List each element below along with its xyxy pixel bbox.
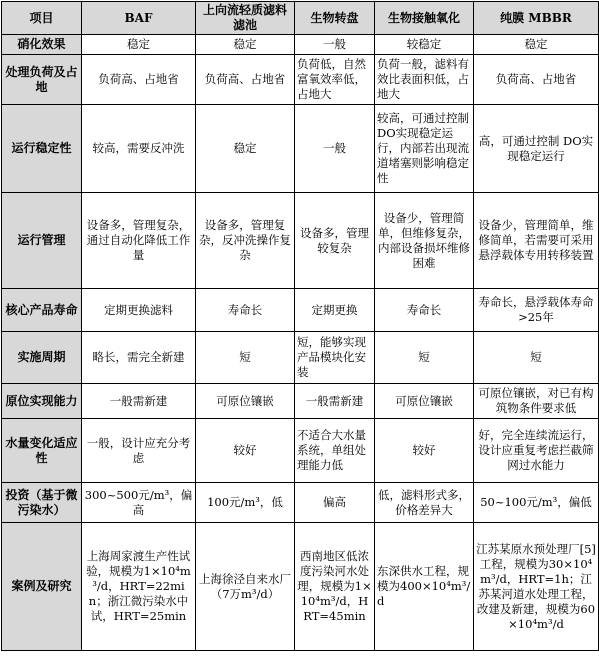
table-cell: 寿命长: [375, 289, 474, 332]
header-cell-item: 项目: [2, 2, 82, 35]
table-cell: 稳定: [82, 35, 196, 55]
table-cell: 一般: [295, 105, 375, 193]
row-label: 案例及研究: [2, 523, 82, 651]
table-cell: 上海周家渡生产性试验，规模为1×10⁴m³/d，HRT=22min；浙江微污染水中试，HRT=25min: [82, 523, 196, 651]
table-cell: 设备多，管理较复杂: [295, 193, 375, 289]
table-cell: 寿命长: [196, 289, 295, 332]
table-cell: 一般: [295, 35, 375, 55]
table-cell: 上海徐泾自来水厂（7万m³/d）: [196, 523, 295, 651]
table-cell: 负荷一般，滤料有效比表面积低，占地大: [375, 55, 474, 105]
row-label: 运行稳定性: [2, 105, 82, 193]
header-cell-mbbr: 纯膜 MBBR: [474, 2, 599, 35]
table-cell: 设备少，管理简单，维修简单，若需要可采用悬浮载体专用转移装置: [474, 193, 599, 289]
table-cell: 东深供水工程，规模为400×10⁴m³/d: [375, 523, 474, 651]
row-label: 原位实现能力: [2, 384, 82, 419]
table-row: [2, 105, 599, 193]
table-cell: 负荷高、占地省: [474, 55, 599, 105]
table-cell: 较高，需要反冲洗: [82, 105, 196, 193]
table-row: [2, 35, 599, 55]
table-cell: 较好: [375, 419, 474, 483]
table-cell: 可原位镶嵌: [375, 384, 474, 419]
table-cell: 可原位镶嵌: [196, 384, 295, 419]
table-cell: 稳定: [196, 105, 295, 193]
table-cell: 偏高: [295, 483, 375, 523]
table-cell: 负荷低，自然富氧效率低，占地大: [295, 55, 375, 105]
table-row: [2, 55, 599, 105]
header-cell-contact-oxidation: 生物接触氧化: [375, 2, 474, 35]
table-cell: 不适合大水量系统，单组处理能力低: [295, 419, 375, 483]
table-row: [2, 332, 599, 384]
table-cell: 设备多，管理复杂，通过自动化降低工作量: [82, 193, 196, 289]
table-cell: 50~100元/m³，偏低: [474, 483, 599, 523]
table-cell: 负荷高、占地省: [196, 55, 295, 105]
table-cell: 较高，可通过控制 DO实现稳定运行，内部若出现流道堵塞则影响稳定性: [375, 105, 474, 193]
header-cell-upflow-filter: 上向流轻质滤料滤池: [196, 2, 295, 35]
table-cell: 负荷高、占地省: [82, 55, 196, 105]
header-cell-baf: BAF: [82, 2, 196, 35]
table-cell: 江苏某原水预处理厂[5]工程，规模为30×10⁴m³/d，HRT=1h；江苏某河道水处理工程，改建及新建，规模为60×10⁴m³/d: [474, 523, 599, 651]
table-row: [2, 384, 599, 419]
table-row: [2, 289, 599, 332]
header-row: [2, 2, 599, 35]
row-label: 投资（基于微污染水）: [2, 483, 82, 523]
table-row: [2, 193, 599, 289]
table-cell: 较稳定: [375, 35, 474, 55]
row-label: 硝化效果: [2, 35, 82, 55]
table-cell: 高，可通过控制 DO实现稳定运行: [474, 105, 599, 193]
table-cell: 设备多，管理复杂，反冲洗操作复杂: [196, 193, 295, 289]
row-label: 处理负荷及占地: [2, 55, 82, 105]
table-cell: 寿命长，悬浮载体寿命>25年: [474, 289, 599, 332]
row-label: 核心产品寿命: [2, 289, 82, 332]
table-cell: 300~500元/m³，偏高: [82, 483, 196, 523]
table-cell: 可原位镶嵌，对已有构筑物条件要求低: [474, 384, 599, 419]
table-cell: 短，能够实现产品模块化安装: [295, 332, 375, 384]
table-cell: 低，滤料形式多，价格差异大: [375, 483, 474, 523]
table-cell: 西南地区低浓度污染河水处理，规模为1×10⁴m³/d，HRT=45min: [295, 523, 375, 651]
table-cell: 稳定: [196, 35, 295, 55]
table-cell: 略长，需完全新建: [82, 332, 196, 384]
table-cell: 较好: [196, 419, 295, 483]
table-cell: 100元/m³，低: [196, 483, 295, 523]
row-label: 水量变化适应性: [2, 419, 82, 483]
table-cell: 短: [196, 332, 295, 384]
table-cell: 短: [474, 332, 599, 384]
row-label: 实施周期: [2, 332, 82, 384]
comparison-table: [1, 1, 599, 651]
table-cell: 短: [375, 332, 474, 384]
table-cell: 定期更换: [295, 289, 375, 332]
table-cell: 一般，设计应充分考虑: [82, 419, 196, 483]
header-cell-rotating-disc: 生物转盘: [295, 2, 375, 35]
table-cell: 好，完全连续流运行，设计应重复考虑拦截筛网过水能力: [474, 419, 599, 483]
table-row: [2, 483, 599, 523]
table-cell: 定期更换滤料: [82, 289, 196, 332]
table-row: [2, 523, 599, 651]
table-cell: 稳定: [474, 35, 599, 55]
row-label: 运行管理: [2, 193, 82, 289]
table-cell: 一般需新建: [82, 384, 196, 419]
table-cell: 一般需新建: [295, 384, 375, 419]
table-row: [2, 419, 599, 483]
table-cell: 设备少，管理简单，但维修复杂，内部设备损坏维修困难: [375, 193, 474, 289]
